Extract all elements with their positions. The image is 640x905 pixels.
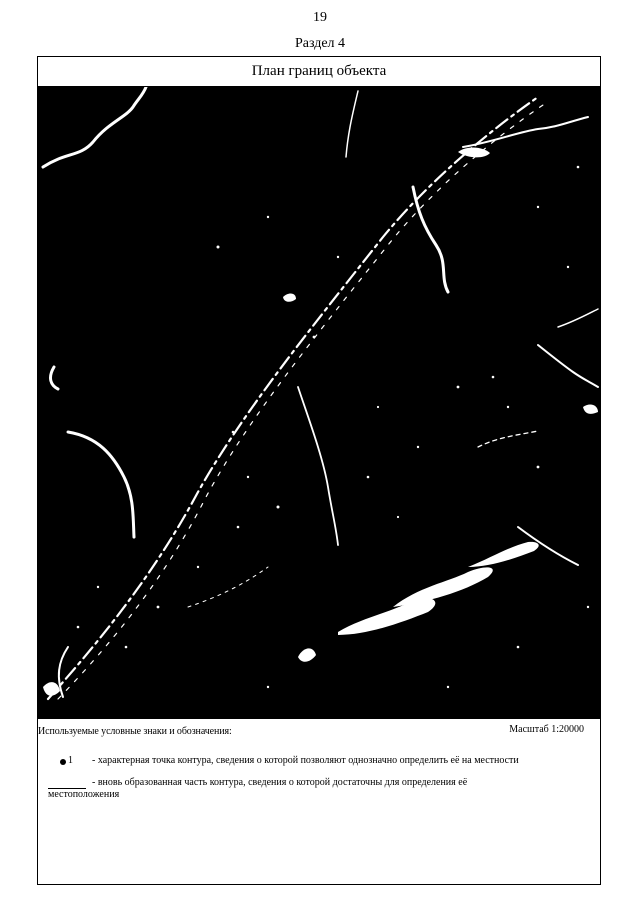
scale-label: Масштаб 1:20000 [509, 724, 584, 735]
legend [38, 719, 600, 884]
boundary-map [38, 87, 600, 719]
lower-dashed-line [188, 567, 268, 607]
central-stream-line [413, 187, 448, 292]
point-marker-icon [60, 759, 66, 765]
section-title: Раздел 4 [294, 36, 346, 51]
road-edge-line [58, 105, 543, 699]
right-short-line [558, 309, 598, 327]
left-arc-line [51, 367, 58, 389]
page-number: 19 [313, 10, 327, 25]
left-stream-line [68, 432, 134, 537]
map-specks [77, 166, 590, 689]
plan-frame [37, 56, 601, 885]
central-vertical-line [298, 387, 338, 545]
top-vertical-line [346, 91, 358, 157]
right-stream-line [538, 345, 598, 387]
new-part-description-continuation: местоположения [48, 789, 120, 800]
legend-item-point [60, 755, 600, 769]
legend-title: Используемые условные знаки и обозначения: [38, 726, 232, 737]
map-patches [43, 148, 598, 696]
new-part-description: - вновь образованная часть контура, сведения о которой достаточны для определения её [92, 777, 468, 788]
point-description: - характерная точка контура, сведения о которой позволяют однозначно определить её на местности [92, 755, 519, 766]
plan-header [38, 57, 600, 87]
diagonal-road-line [48, 97, 538, 699]
plan-title: План границ объекта [251, 63, 387, 79]
right-dashed-line [478, 431, 538, 447]
point-number: 1 [68, 755, 73, 766]
map-image [38, 87, 600, 719]
top-left-stream-line [43, 87, 146, 167]
legend-item-new-part [48, 777, 588, 805]
upper-right-line [463, 117, 588, 147]
